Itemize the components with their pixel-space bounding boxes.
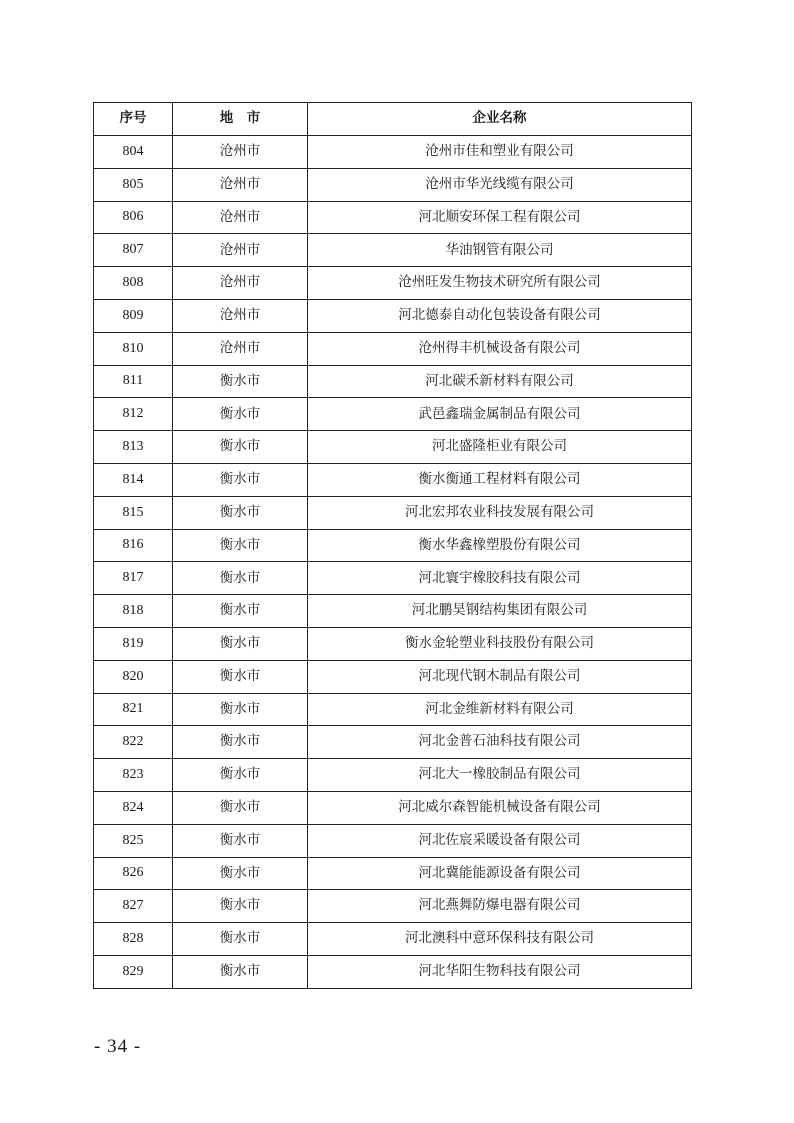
cell-company-name: 河北德泰自动化包装设备有限公司 bbox=[308, 299, 692, 332]
cell-city: 衡水市 bbox=[173, 627, 308, 660]
cell-company-name: 河北鹏昊钢结构集团有限公司 bbox=[308, 595, 692, 628]
table-row bbox=[94, 234, 692, 267]
cell-serial-number: 817 bbox=[94, 562, 173, 595]
cell-city: 衡水市 bbox=[173, 923, 308, 956]
table-row bbox=[94, 168, 692, 201]
table-row bbox=[94, 923, 692, 956]
cell-city: 衡水市 bbox=[173, 529, 308, 562]
cell-company-name: 河北大一橡胶制品有限公司 bbox=[308, 759, 692, 792]
cell-serial-number: 813 bbox=[94, 431, 173, 464]
cell-company-name: 沧州市佳和塑业有限公司 bbox=[308, 136, 692, 169]
cell-serial-number: 815 bbox=[94, 496, 173, 529]
cell-company-name: 河北金维新材料有限公司 bbox=[308, 693, 692, 726]
table-row bbox=[94, 791, 692, 824]
cell-company-name: 河北华阳生物科技有限公司 bbox=[308, 955, 692, 988]
cell-serial-number: 808 bbox=[94, 267, 173, 300]
table-row bbox=[94, 201, 692, 234]
table-row bbox=[94, 955, 692, 988]
cell-company-name: 衡水衡通工程材料有限公司 bbox=[308, 463, 692, 496]
cell-serial-number: 809 bbox=[94, 299, 173, 332]
cell-city: 沧州市 bbox=[173, 267, 308, 300]
header-company-name: 企业名称 bbox=[308, 103, 692, 136]
cell-city: 衡水市 bbox=[173, 824, 308, 857]
cell-serial-number: 814 bbox=[94, 463, 173, 496]
table-row bbox=[94, 267, 692, 300]
cell-company-name: 河北金普石油科技有限公司 bbox=[308, 726, 692, 759]
cell-city: 衡水市 bbox=[173, 398, 308, 431]
cell-city: 衡水市 bbox=[173, 759, 308, 792]
cell-city: 衡水市 bbox=[173, 955, 308, 988]
cell-city: 沧州市 bbox=[173, 234, 308, 267]
cell-city: 沧州市 bbox=[173, 136, 308, 169]
cell-serial-number: 818 bbox=[94, 595, 173, 628]
cell-serial-number: 816 bbox=[94, 529, 173, 562]
cell-serial-number: 824 bbox=[94, 791, 173, 824]
cell-company-name: 河北威尔森智能机械设备有限公司 bbox=[308, 791, 692, 824]
cell-city: 沧州市 bbox=[173, 332, 308, 365]
table-row bbox=[94, 431, 692, 464]
cell-company-name: 河北澳科中意环保科技有限公司 bbox=[308, 923, 692, 956]
cell-city: 衡水市 bbox=[173, 660, 308, 693]
cell-company-name: 华油钢管有限公司 bbox=[308, 234, 692, 267]
cell-serial-number: 825 bbox=[94, 824, 173, 857]
cell-city: 衡水市 bbox=[173, 595, 308, 628]
header-serial-number: 序号 bbox=[94, 103, 173, 136]
cell-serial-number: 828 bbox=[94, 923, 173, 956]
cell-serial-number: 820 bbox=[94, 660, 173, 693]
table-row bbox=[94, 726, 692, 759]
table-row bbox=[94, 693, 692, 726]
table-row bbox=[94, 529, 692, 562]
cell-serial-number: 826 bbox=[94, 857, 173, 890]
table-row bbox=[94, 595, 692, 628]
cell-serial-number: 804 bbox=[94, 136, 173, 169]
cell-company-name: 河北宏邦农业科技发展有限公司 bbox=[308, 496, 692, 529]
cell-city: 沧州市 bbox=[173, 299, 308, 332]
cell-city: 衡水市 bbox=[173, 890, 308, 923]
enterprise-table bbox=[93, 102, 692, 989]
cell-serial-number: 822 bbox=[94, 726, 173, 759]
table-row bbox=[94, 463, 692, 496]
cell-serial-number: 812 bbox=[94, 398, 173, 431]
table-row bbox=[94, 824, 692, 857]
table-row bbox=[94, 627, 692, 660]
cell-city: 衡水市 bbox=[173, 857, 308, 890]
cell-city: 衡水市 bbox=[173, 365, 308, 398]
cell-company-name: 沧州旺发生物技术研究所有限公司 bbox=[308, 267, 692, 300]
cell-serial-number: 823 bbox=[94, 759, 173, 792]
table-row bbox=[94, 332, 692, 365]
header-city: 地 市 bbox=[173, 103, 308, 136]
table-row bbox=[94, 857, 692, 890]
table-row bbox=[94, 299, 692, 332]
cell-serial-number: 819 bbox=[94, 627, 173, 660]
cell-serial-number: 805 bbox=[94, 168, 173, 201]
cell-company-name: 衡水华鑫橡塑股份有限公司 bbox=[308, 529, 692, 562]
cell-serial-number: 806 bbox=[94, 201, 173, 234]
cell-city: 衡水市 bbox=[173, 562, 308, 595]
cell-company-name: 河北寰宇橡胶科技有限公司 bbox=[308, 562, 692, 595]
cell-city: 衡水市 bbox=[173, 496, 308, 529]
cell-company-name: 沧州得丰机械设备有限公司 bbox=[308, 332, 692, 365]
cell-company-name: 河北燕舞防爆电器有限公司 bbox=[308, 890, 692, 923]
cell-company-name: 河北顺安环保工程有限公司 bbox=[308, 201, 692, 234]
cell-city: 衡水市 bbox=[173, 693, 308, 726]
cell-serial-number: 810 bbox=[94, 332, 173, 365]
cell-city: 衡水市 bbox=[173, 463, 308, 496]
table-row bbox=[94, 398, 692, 431]
table-body bbox=[94, 136, 692, 989]
cell-company-name: 武邑鑫瑞金属制品有限公司 bbox=[308, 398, 692, 431]
cell-serial-number: 827 bbox=[94, 890, 173, 923]
cell-city: 衡水市 bbox=[173, 726, 308, 759]
table-row bbox=[94, 496, 692, 529]
cell-city: 衡水市 bbox=[173, 431, 308, 464]
table-header-row bbox=[94, 103, 692, 136]
table-row bbox=[94, 562, 692, 595]
page-number: - 34 - bbox=[94, 1036, 142, 1057]
cell-company-name: 沧州市华光线缆有限公司 bbox=[308, 168, 692, 201]
table-row bbox=[94, 759, 692, 792]
cell-serial-number: 821 bbox=[94, 693, 173, 726]
cell-city: 沧州市 bbox=[173, 168, 308, 201]
cell-company-name: 河北现代钢木制品有限公司 bbox=[308, 660, 692, 693]
cell-company-name: 河北冀能能源设备有限公司 bbox=[308, 857, 692, 890]
table-row bbox=[94, 136, 692, 169]
cell-company-name: 河北碳禾新材料有限公司 bbox=[308, 365, 692, 398]
cell-company-name: 河北佐宸采暖设备有限公司 bbox=[308, 824, 692, 857]
cell-city: 沧州市 bbox=[173, 201, 308, 234]
table-row bbox=[94, 890, 692, 923]
cell-company-name: 河北盛隆柜业有限公司 bbox=[308, 431, 692, 464]
table-row bbox=[94, 365, 692, 398]
table-row bbox=[94, 660, 692, 693]
cell-serial-number: 811 bbox=[94, 365, 173, 398]
cell-serial-number: 807 bbox=[94, 234, 173, 267]
cell-company-name: 衡水金轮塑业科技股份有限公司 bbox=[308, 627, 692, 660]
cell-city: 衡水市 bbox=[173, 791, 308, 824]
cell-serial-number: 829 bbox=[94, 955, 173, 988]
